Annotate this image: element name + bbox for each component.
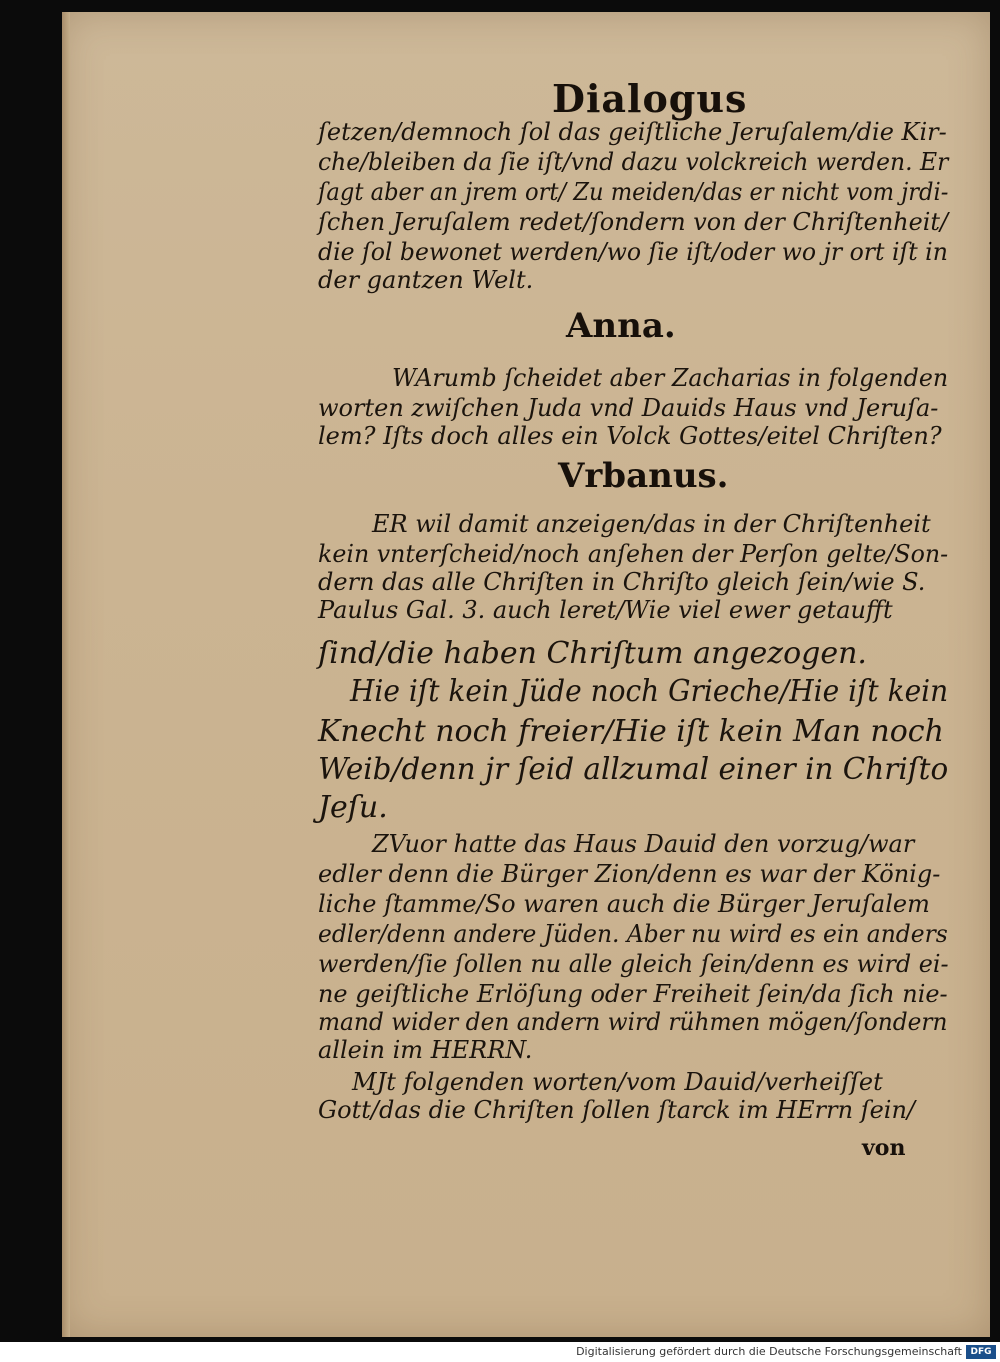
- text-line: worten zwiſchen Juda vnd Dauids Haus vnd Jeruſa-: [318, 394, 939, 422]
- text-line: lem? Iſts doch alles ein Volck Gottes/eitel Chriſten?: [318, 422, 942, 450]
- text-line: che/bleiben da ſie iſt/vnd dazu volckreich werden. Er: [318, 148, 949, 176]
- speaker-urbanus: Vrbanus.: [558, 456, 729, 496]
- text-line: ſchen Jeruſalem redet/ſondern von der Chriſtenheit/: [318, 208, 948, 236]
- text-line: kein vnterſcheid/noch anſehen der Perſon gelte/Son-: [318, 540, 949, 568]
- text-line: MJt folgenden worten/vom Dauid/verheiſſet: [352, 1068, 883, 1096]
- footer-bar: [0, 1342, 1000, 1362]
- quote-line: Weib/denn jr ſeid allzumal einer in Chriſto: [318, 752, 949, 787]
- quote-line: Jeſu.: [318, 790, 388, 825]
- text-line: ZVuor hatte das Haus Dauid den vorzug/war: [372, 830, 915, 858]
- catchword: von: [862, 1135, 906, 1161]
- quote-line: Hie iſt kein Jüde noch Grieche/Hie iſt kein: [350, 674, 949, 709]
- page-edge-shadow: [62, 12, 70, 1337]
- speaker-anna: Anna.: [566, 306, 676, 346]
- text-line: der gantzen Welt.: [318, 266, 534, 294]
- text-line: edler/denn andere Jüden. Aber nu wird es ein anders: [318, 920, 948, 948]
- text-line: liche ſtamme/So waren auch die Bürger Jeruſalem: [318, 890, 930, 918]
- text-line: ſetzen/demnoch ſol das geiſtliche Jeruſalem/die Kir-: [318, 118, 947, 146]
- text-line: edler denn die Bürger Zion/denn es war der König-: [318, 860, 941, 888]
- text-line: die ſol bewonet werden/wo ſie iſt/oder wo jr ort iſt in: [318, 238, 948, 266]
- text-line: mand wider den andern wird rühmen mögen/ſondern: [318, 1008, 948, 1036]
- text-line: werden/ſie ſollen nu alle gleich ſein/denn es wird ei-: [318, 950, 949, 978]
- dfg-logo: DFG: [966, 1345, 996, 1359]
- text-line: ne geiſtliche Erlöſung oder Freiheit ſein/da ſich nie-: [318, 980, 948, 1008]
- text-line: dern das alle Chriſten in Chriſto gleich ſein/wie S.: [318, 568, 926, 596]
- funding-note: Digitalisierung gefördert durch die Deutsche Forschungsgemeinschaft: [576, 1345, 962, 1358]
- text-line: Paulus Gal. 3. auch leret/Wie viel ewer getaufft: [318, 596, 893, 624]
- quote-line: ſind/die haben Chriſtum angezogen.: [318, 636, 867, 671]
- text-line: allein im HERRN.: [318, 1036, 533, 1064]
- running-head: Dialogus: [552, 76, 748, 121]
- text-line: WArumb ſcheidet aber Zacharias in folgenden: [392, 364, 949, 392]
- text-line: ER wil damit anzeigen/das in der Chriſtenheit: [372, 510, 931, 538]
- quote-line: Knecht noch freier/Hie iſt kein Man noch: [318, 714, 944, 749]
- text-line: ſagt aber an jrem ort/ Zu meiden/das er nicht vom jrdi-: [318, 178, 949, 206]
- text-line: Gott/das die Chriſten ſollen ſtarck im HErrn ſein/: [318, 1096, 916, 1124]
